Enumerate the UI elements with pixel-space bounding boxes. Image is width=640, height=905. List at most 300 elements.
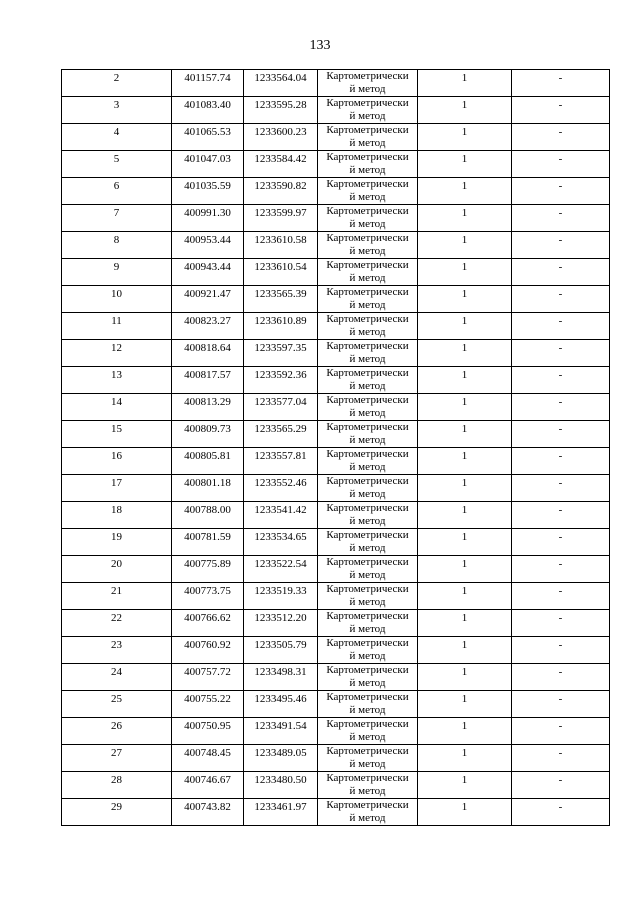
y-coordinate-value: 1233534.65 — [254, 531, 307, 543]
x-coordinate-cell — [172, 691, 244, 718]
method-line-1: Картометрически — [326, 124, 409, 136]
x-coordinate-cell — [172, 178, 244, 205]
x-coordinate-cell — [172, 421, 244, 448]
method-line-2: й метод — [349, 218, 386, 230]
x-coordinate-cell — [172, 394, 244, 421]
point-number-value: 14 — [111, 396, 122, 408]
y-coordinate-value: 1233512.20 — [254, 612, 307, 624]
dash-cell — [512, 286, 610, 313]
x-coordinate-cell — [172, 529, 244, 556]
point-number-cell — [62, 151, 172, 178]
accuracy-value: 1 — [461, 477, 468, 489]
dash-cell — [512, 124, 610, 151]
accuracy-value: 1 — [461, 369, 468, 381]
method-label — [318, 394, 417, 420]
method-label — [318, 502, 417, 528]
dash-cell — [512, 394, 610, 421]
method-label — [318, 637, 417, 663]
table-row — [62, 313, 610, 340]
coordinates-table-body — [62, 70, 610, 826]
dash-cell — [512, 556, 610, 583]
point-number-cell — [62, 610, 172, 637]
accuracy-cell — [418, 232, 512, 259]
method-line-1: Картометрически — [326, 745, 409, 757]
y-coordinate-cell — [244, 610, 318, 637]
point-number-cell — [62, 340, 172, 367]
method-line-1: Картометрически — [326, 259, 409, 271]
accuracy-cell — [418, 205, 512, 232]
method-cell — [318, 205, 418, 232]
y-coordinate-cell — [244, 718, 318, 745]
x-coordinate-cell — [172, 313, 244, 340]
dash-cell — [512, 691, 610, 718]
point-number-value: 27 — [111, 747, 122, 759]
y-coordinate-value: 1233590.82 — [254, 180, 307, 192]
point-number-cell — [62, 772, 172, 799]
accuracy-value: 1 — [461, 666, 468, 678]
method-line-2: й метод — [349, 326, 386, 338]
dash-value: - — [558, 450, 563, 462]
method-cell — [318, 691, 418, 718]
method-line-2: й метод — [349, 164, 386, 176]
accuracy-value: 1 — [461, 72, 468, 84]
x-coordinate-cell — [172, 610, 244, 637]
y-coordinate-value: 1233597.35 — [254, 342, 307, 354]
method-line-1: Картометрически — [326, 529, 409, 541]
dash-cell — [512, 799, 610, 826]
dash-cell — [512, 718, 610, 745]
method-cell — [318, 313, 418, 340]
method-cell — [318, 529, 418, 556]
method-line-2: й метод — [349, 731, 386, 743]
table-row — [62, 691, 610, 718]
method-line-2: й метод — [349, 434, 386, 446]
point-number-value: 16 — [111, 450, 122, 462]
x-coordinate-value: 401083.40 — [184, 99, 231, 111]
x-coordinate-cell — [172, 367, 244, 394]
point-number-value: 25 — [111, 693, 122, 705]
y-coordinate-cell — [244, 97, 318, 124]
y-coordinate-value: 1233599.97 — [254, 207, 307, 219]
point-number-value: 23 — [111, 639, 122, 651]
dash-cell — [512, 313, 610, 340]
x-coordinate-value: 400773.75 — [184, 585, 231, 597]
accuracy-cell — [418, 286, 512, 313]
accuracy-value: 1 — [461, 504, 468, 516]
coordinates-table — [61, 69, 610, 826]
y-coordinate-cell — [244, 529, 318, 556]
dash-value: - — [558, 153, 563, 165]
accuracy-value: 1 — [461, 747, 468, 759]
accuracy-value: 1 — [461, 153, 468, 165]
y-coordinate-cell — [244, 691, 318, 718]
method-line-2: й метод — [349, 812, 386, 824]
accuracy-value: 1 — [461, 396, 468, 408]
y-coordinate-cell — [244, 70, 318, 97]
point-number-value: 18 — [111, 504, 122, 516]
dash-value: - — [558, 315, 563, 327]
x-coordinate-value: 400748.45 — [184, 747, 231, 759]
method-line-1: Картометрически — [326, 70, 409, 82]
method-line-1: Картометрически — [326, 691, 409, 703]
y-coordinate-value: 1233584.42 — [254, 153, 307, 165]
table-row — [62, 124, 610, 151]
dash-cell — [512, 637, 610, 664]
x-coordinate-value: 400943.44 — [184, 261, 231, 273]
method-label — [318, 745, 417, 771]
table-row — [62, 70, 610, 97]
x-coordinate-value: 401065.53 — [184, 126, 231, 138]
method-cell — [318, 259, 418, 286]
dash-value: - — [558, 747, 563, 759]
method-line-1: Картометрически — [326, 772, 409, 784]
method-label — [318, 340, 417, 366]
x-coordinate-value: 400766.62 — [184, 612, 231, 624]
y-coordinate-cell — [244, 664, 318, 691]
method-label — [318, 583, 417, 609]
method-line-1: Картометрически — [326, 394, 409, 406]
x-coordinate-value: 401047.03 — [184, 153, 231, 165]
table-row — [62, 205, 610, 232]
y-coordinate-value: 1233522.54 — [254, 558, 307, 570]
x-coordinate-value: 401035.59 — [184, 180, 231, 192]
x-coordinate-cell — [172, 745, 244, 772]
x-coordinate-value: 400788.00 — [184, 504, 231, 516]
method-line-1: Картометрически — [326, 799, 409, 811]
method-label — [318, 259, 417, 285]
method-label — [318, 70, 417, 96]
dash-value: - — [558, 423, 563, 435]
dash-value: - — [558, 126, 563, 138]
y-coordinate-cell — [244, 232, 318, 259]
method-label — [318, 124, 417, 150]
method-cell — [318, 583, 418, 610]
method-cell — [318, 97, 418, 124]
point-number-cell — [62, 205, 172, 232]
method-line-2: й метод — [349, 353, 386, 365]
method-line-1: Картометрически — [326, 151, 409, 163]
point-number-value: 5 — [113, 153, 120, 165]
point-number-cell — [62, 799, 172, 826]
method-line-1: Картометрически — [326, 583, 409, 595]
accuracy-cell — [418, 394, 512, 421]
accuracy-value: 1 — [461, 558, 468, 570]
method-label — [318, 151, 417, 177]
point-number-value: 3 — [113, 99, 120, 111]
point-number-value: 20 — [111, 558, 122, 570]
page-number: 133 — [309, 38, 331, 53]
x-coordinate-cell — [172, 475, 244, 502]
dash-value: - — [558, 207, 563, 219]
dash-cell — [512, 367, 610, 394]
point-number-value: 10 — [111, 288, 122, 300]
method-cell — [318, 502, 418, 529]
accuracy-value: 1 — [461, 288, 468, 300]
method-line-1: Картометрически — [326, 610, 409, 622]
accuracy-cell — [418, 556, 512, 583]
point-number-cell — [62, 664, 172, 691]
dash-value: - — [558, 288, 563, 300]
method-line-2: й метод — [349, 299, 386, 311]
accuracy-cell — [418, 799, 512, 826]
accuracy-cell — [418, 421, 512, 448]
y-coordinate-value: 1233495.46 — [254, 693, 307, 705]
table-row — [62, 583, 610, 610]
method-line-2: й метод — [349, 596, 386, 608]
method-label — [318, 529, 417, 555]
accuracy-cell — [418, 610, 512, 637]
accuracy-cell — [418, 448, 512, 475]
accuracy-value: 1 — [461, 450, 468, 462]
accuracy-value: 1 — [461, 774, 468, 786]
point-number-value: 11 — [111, 315, 122, 327]
accuracy-value: 1 — [461, 234, 468, 246]
dash-value: - — [558, 801, 563, 813]
method-line-1: Картометрически — [326, 313, 409, 325]
x-coordinate-value: 400817.57 — [184, 369, 231, 381]
table-row — [62, 286, 610, 313]
dash-cell — [512, 178, 610, 205]
x-coordinate-value: 400813.29 — [184, 396, 231, 408]
x-coordinate-value: 400746.67 — [184, 774, 231, 786]
table-row — [62, 178, 610, 205]
point-number-cell — [62, 529, 172, 556]
table-row — [62, 448, 610, 475]
table-row — [62, 745, 610, 772]
method-line-2: й метод — [349, 704, 386, 716]
accuracy-value: 1 — [461, 423, 468, 435]
method-cell — [318, 178, 418, 205]
accuracy-cell — [418, 637, 512, 664]
method-label — [318, 691, 417, 717]
x-coordinate-cell — [172, 97, 244, 124]
method-line-2: й метод — [349, 785, 386, 797]
dash-cell — [512, 340, 610, 367]
method-label — [318, 421, 417, 447]
dash-cell — [512, 151, 610, 178]
point-number-value: 7 — [113, 207, 120, 219]
x-coordinate-value: 400743.82 — [184, 801, 231, 813]
x-coordinate-cell — [172, 70, 244, 97]
point-number-cell — [62, 394, 172, 421]
y-coordinate-value: 1233592.36 — [254, 369, 307, 381]
method-cell — [318, 232, 418, 259]
point-number-cell — [62, 745, 172, 772]
accuracy-value: 1 — [461, 315, 468, 327]
accuracy-cell — [418, 340, 512, 367]
accuracy-cell — [418, 259, 512, 286]
x-coordinate-value: 400757.72 — [184, 666, 231, 678]
x-coordinate-value: 400781.59 — [184, 531, 231, 543]
x-coordinate-cell — [172, 502, 244, 529]
accuracy-value: 1 — [461, 531, 468, 543]
table-row — [62, 799, 610, 826]
method-line-1: Картометрически — [326, 448, 409, 460]
method-label — [318, 556, 417, 582]
point-number-cell — [62, 313, 172, 340]
y-coordinate-value: 1233557.81 — [254, 450, 307, 462]
y-coordinate-value: 1233565.39 — [254, 288, 307, 300]
method-line-2: й метод — [349, 380, 386, 392]
y-coordinate-value: 1233610.54 — [254, 261, 307, 273]
accuracy-value: 1 — [461, 126, 468, 138]
accuracy-cell — [418, 313, 512, 340]
method-label — [318, 232, 417, 258]
dash-cell — [512, 664, 610, 691]
dash-value: - — [558, 261, 563, 273]
x-coordinate-value: 400818.64 — [184, 342, 231, 354]
x-coordinate-cell — [172, 772, 244, 799]
y-coordinate-cell — [244, 394, 318, 421]
method-line-1: Картометрически — [326, 718, 409, 730]
point-number-cell — [62, 637, 172, 664]
accuracy-cell — [418, 70, 512, 97]
table-row — [62, 97, 610, 124]
accuracy-cell — [418, 151, 512, 178]
y-coordinate-value: 1233498.31 — [254, 666, 307, 678]
x-coordinate-cell — [172, 205, 244, 232]
method-line-2: й метод — [349, 623, 386, 635]
x-coordinate-cell — [172, 259, 244, 286]
point-number-cell — [62, 124, 172, 151]
accuracy-cell — [418, 664, 512, 691]
accuracy-cell — [418, 475, 512, 502]
method-line-1: Картометрически — [326, 664, 409, 676]
point-number-value: 4 — [113, 126, 120, 138]
method-cell — [318, 475, 418, 502]
method-label — [318, 610, 417, 636]
method-cell — [318, 286, 418, 313]
table-row — [62, 556, 610, 583]
method-cell — [318, 394, 418, 421]
accuracy-value: 1 — [461, 261, 468, 273]
x-coordinate-cell — [172, 340, 244, 367]
accuracy-cell — [418, 97, 512, 124]
y-coordinate-cell — [244, 799, 318, 826]
point-number-cell — [62, 556, 172, 583]
accuracy-value: 1 — [461, 801, 468, 813]
point-number-value: 22 — [111, 612, 122, 624]
y-coordinate-value: 1233552.46 — [254, 477, 307, 489]
method-cell — [318, 124, 418, 151]
method-cell — [318, 556, 418, 583]
method-line-2: й метод — [349, 110, 386, 122]
point-number-value: 24 — [111, 666, 122, 678]
y-coordinate-cell — [244, 745, 318, 772]
method-label — [318, 475, 417, 501]
dash-value: - — [558, 558, 563, 570]
dash-value: - — [558, 396, 563, 408]
dash-cell — [512, 70, 610, 97]
method-line-2: й метод — [349, 83, 386, 95]
dash-value: - — [558, 666, 563, 678]
accuracy-cell — [418, 718, 512, 745]
method-line-2: й метод — [349, 515, 386, 527]
y-coordinate-cell — [244, 448, 318, 475]
accuracy-cell — [418, 529, 512, 556]
dash-value: - — [558, 477, 563, 489]
accuracy-value: 1 — [461, 693, 468, 705]
y-coordinate-cell — [244, 205, 318, 232]
point-number-cell — [62, 70, 172, 97]
point-number-value: 26 — [111, 720, 122, 732]
method-line-1: Картометрически — [326, 340, 409, 352]
x-coordinate-value: 400823.27 — [184, 315, 231, 327]
table-row — [62, 502, 610, 529]
point-number-cell — [62, 502, 172, 529]
dash-value: - — [558, 720, 563, 732]
method-label — [318, 178, 417, 204]
dash-value: - — [558, 99, 563, 111]
method-line-1: Картометрически — [326, 475, 409, 487]
method-cell — [318, 448, 418, 475]
y-coordinate-cell — [244, 151, 318, 178]
method-line-1: Картометрически — [326, 502, 409, 514]
table-row — [62, 340, 610, 367]
dash-cell — [512, 745, 610, 772]
accuracy-value: 1 — [461, 612, 468, 624]
method-cell — [318, 610, 418, 637]
method-line-1: Картометрически — [326, 421, 409, 433]
dash-cell — [512, 583, 610, 610]
dash-cell — [512, 529, 610, 556]
accuracy-cell — [418, 691, 512, 718]
x-coordinate-cell — [172, 556, 244, 583]
accuracy-cell — [418, 502, 512, 529]
x-coordinate-cell — [172, 124, 244, 151]
method-line-1: Картометрически — [326, 367, 409, 379]
dash-value: - — [558, 234, 563, 246]
x-coordinate-cell — [172, 718, 244, 745]
dash-value: - — [558, 504, 563, 516]
method-line-1: Картометрически — [326, 97, 409, 109]
dash-value: - — [558, 693, 563, 705]
method-cell — [318, 70, 418, 97]
dash-cell — [512, 232, 610, 259]
y-coordinate-cell — [244, 367, 318, 394]
dash-cell — [512, 259, 610, 286]
y-coordinate-cell — [244, 259, 318, 286]
method-cell — [318, 772, 418, 799]
y-coordinate-value: 1233541.42 — [254, 504, 307, 516]
accuracy-value: 1 — [461, 585, 468, 597]
y-coordinate-value: 1233600.23 — [254, 126, 307, 138]
point-number-cell — [62, 367, 172, 394]
method-label — [318, 664, 417, 690]
method-line-1: Картометрически — [326, 178, 409, 190]
y-coordinate-value: 1233565.29 — [254, 423, 307, 435]
point-number-cell — [62, 259, 172, 286]
accuracy-cell — [418, 124, 512, 151]
method-line-2: й метод — [349, 461, 386, 473]
accuracy-value: 1 — [461, 720, 468, 732]
point-number-cell — [62, 583, 172, 610]
dash-value: - — [558, 639, 563, 651]
point-number-cell — [62, 475, 172, 502]
x-coordinate-value: 400805.81 — [184, 450, 231, 462]
method-label — [318, 799, 417, 825]
method-cell — [318, 799, 418, 826]
method-label — [318, 448, 417, 474]
accuracy-value: 1 — [461, 639, 468, 651]
point-number-cell — [62, 178, 172, 205]
accuracy-value: 1 — [461, 342, 468, 354]
method-label — [318, 205, 417, 231]
dash-value: - — [558, 774, 563, 786]
method-cell — [318, 367, 418, 394]
x-coordinate-cell — [172, 799, 244, 826]
dash-value: - — [558, 72, 563, 84]
